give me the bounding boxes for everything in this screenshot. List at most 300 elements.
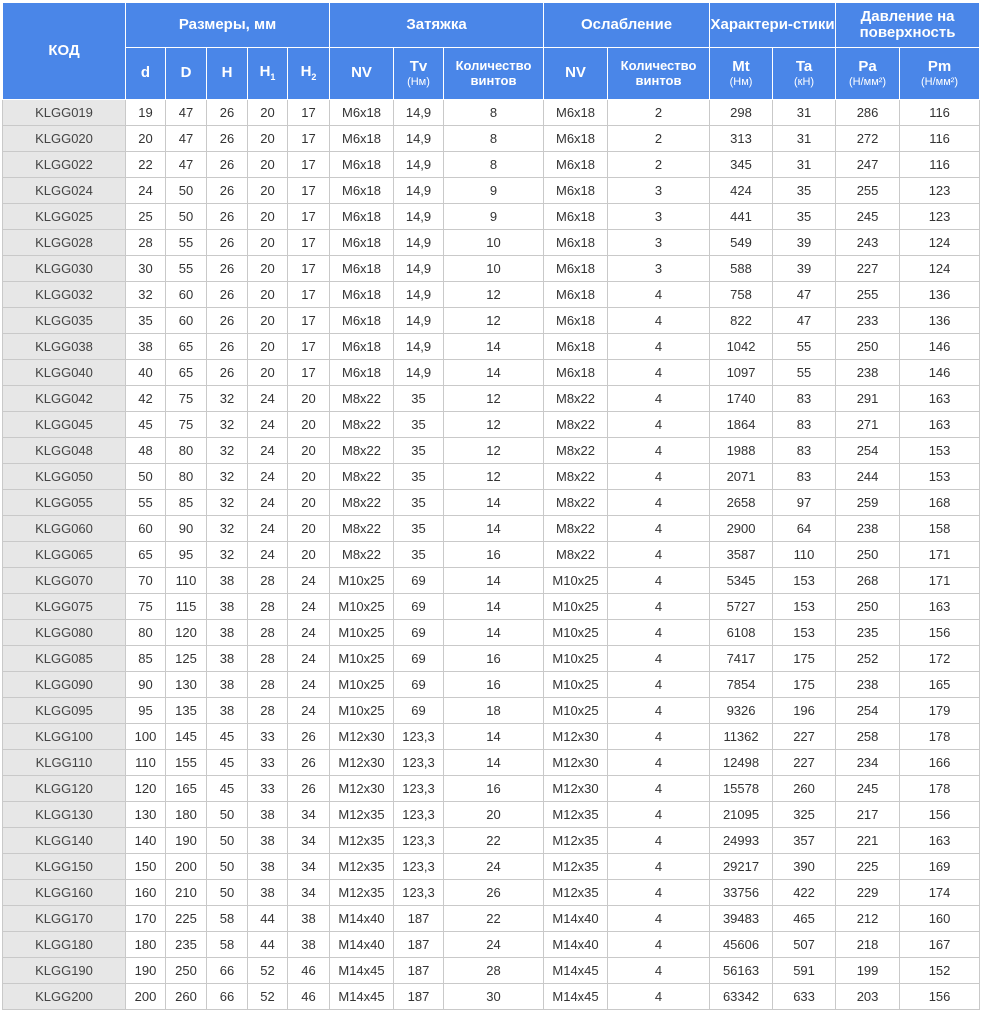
cell-screws-tightening: 22 xyxy=(444,906,544,932)
cell-H: 45 xyxy=(207,724,248,750)
cell-mt: 424 xyxy=(710,178,773,204)
cell-H2: 17 xyxy=(288,100,330,126)
cell-nv-tightening: M10x25 xyxy=(330,594,394,620)
cell-H2: 24 xyxy=(288,672,330,698)
cell-tv: 14,9 xyxy=(394,282,444,308)
cell-H: 50 xyxy=(207,828,248,854)
cell-ta: 153 xyxy=(773,620,836,646)
cell-pm: 146 xyxy=(900,360,980,386)
cell-code: KLGG028 xyxy=(3,230,126,256)
cell-pm: 153 xyxy=(900,438,980,464)
cell-D: 80 xyxy=(166,438,207,464)
cell-nv-tightening: M8x22 xyxy=(330,542,394,568)
cell-D: 115 xyxy=(166,594,207,620)
cell-code: KLGG160 xyxy=(3,880,126,906)
cell-H2: 20 xyxy=(288,516,330,542)
cell-nv-loosening: M12x30 xyxy=(544,724,608,750)
cell-d: 95 xyxy=(126,698,166,724)
col-d: d xyxy=(126,48,166,100)
cell-pm: 123 xyxy=(900,204,980,230)
cell-H2: 17 xyxy=(288,152,330,178)
cell-H2: 17 xyxy=(288,360,330,386)
cell-screws-tightening: 14 xyxy=(444,360,544,386)
cell-screws-tightening: 12 xyxy=(444,464,544,490)
cell-code: KLGG055 xyxy=(3,490,126,516)
cell-nv-tightening: M8x22 xyxy=(330,438,394,464)
cell-H: 58 xyxy=(207,932,248,958)
table-row xyxy=(3,334,980,360)
cell-nv-tightening: M12x35 xyxy=(330,828,394,854)
cell-H2: 17 xyxy=(288,178,330,204)
cell-H: 26 xyxy=(207,204,248,230)
cell-ta: 196 xyxy=(773,698,836,724)
table-row xyxy=(3,854,980,880)
cell-screws-tightening: 14 xyxy=(444,750,544,776)
cell-D: 65 xyxy=(166,360,207,386)
cell-D: 50 xyxy=(166,204,207,230)
cell-D: 90 xyxy=(166,516,207,542)
cell-pm: 167 xyxy=(900,932,980,958)
cell-pa: 247 xyxy=(836,152,900,178)
cell-pa: 250 xyxy=(836,594,900,620)
cell-D: 60 xyxy=(166,308,207,334)
cell-H: 58 xyxy=(207,906,248,932)
cell-pm: 124 xyxy=(900,256,980,282)
cell-screws-tightening: 16 xyxy=(444,776,544,802)
cell-pm: 116 xyxy=(900,152,980,178)
cell-D: 75 xyxy=(166,386,207,412)
cell-d: 38 xyxy=(126,334,166,360)
cell-screws-loosening: 2 xyxy=(608,152,710,178)
col-H2: $H_2$ xyxy=(288,48,330,100)
cell-H2: 17 xyxy=(288,126,330,152)
cell-H: 26 xyxy=(207,360,248,386)
col-screws-tightening: Количество винтов xyxy=(444,48,544,100)
cell-nv-tightening: M6x18 xyxy=(330,282,394,308)
cell-D: 225 xyxy=(166,906,207,932)
cell-d: 35 xyxy=(126,308,166,334)
cell-nv-loosening: M6x18 xyxy=(544,230,608,256)
cell-D: 125 xyxy=(166,646,207,672)
col-tv: Tv (Нм) xyxy=(394,48,444,100)
cell-screws-tightening: 10 xyxy=(444,230,544,256)
cell-screws-tightening: 28 xyxy=(444,958,544,984)
cell-screws-tightening: 9 xyxy=(444,204,544,230)
cell-ta: 227 xyxy=(773,724,836,750)
cell-screws-tightening: 16 xyxy=(444,672,544,698)
cell-tv: 14,9 xyxy=(394,360,444,386)
cell-H1: 20 xyxy=(248,334,288,360)
cell-ta: 64 xyxy=(773,516,836,542)
cell-pm: 158 xyxy=(900,516,980,542)
table-row xyxy=(3,412,980,438)
cell-ta: 83 xyxy=(773,386,836,412)
cell-H2: 34 xyxy=(288,880,330,906)
cell-nv-loosening: M8x22 xyxy=(544,490,608,516)
cell-mt: 24993 xyxy=(710,828,773,854)
cell-code: KLGG035 xyxy=(3,308,126,334)
cell-H2: 46 xyxy=(288,984,330,1010)
cell-tv: 123,3 xyxy=(394,750,444,776)
cell-screws-loosening: 4 xyxy=(608,594,710,620)
cell-H1: 20 xyxy=(248,256,288,282)
cell-code: KLGG170 xyxy=(3,906,126,932)
col-pm: Pm (Н/мм²) xyxy=(900,48,980,100)
cell-tv: 123,3 xyxy=(394,880,444,906)
cell-H1: 24 xyxy=(248,516,288,542)
cell-ta: 35 xyxy=(773,204,836,230)
col-H1: $H_1$ xyxy=(248,48,288,100)
cell-nv-tightening: M14x45 xyxy=(330,958,394,984)
table-row xyxy=(3,204,980,230)
table-row xyxy=(3,672,980,698)
cell-ta: 153 xyxy=(773,594,836,620)
cell-H2: 34 xyxy=(288,828,330,854)
cell-code: KLGG180 xyxy=(3,932,126,958)
cell-H1: 24 xyxy=(248,464,288,490)
cell-screws-tightening: 26 xyxy=(444,880,544,906)
cell-tv: 14,9 xyxy=(394,152,444,178)
cell-H: 26 xyxy=(207,126,248,152)
cell-screws-loosening: 4 xyxy=(608,516,710,542)
cell-d: 70 xyxy=(126,568,166,594)
cell-pa: 238 xyxy=(836,360,900,386)
cell-H2: 17 xyxy=(288,230,330,256)
cell-mt: 39483 xyxy=(710,906,773,932)
cell-mt: 1988 xyxy=(710,438,773,464)
cell-H: 66 xyxy=(207,958,248,984)
cell-H1: 38 xyxy=(248,828,288,854)
cell-D: 190 xyxy=(166,828,207,854)
col-mt: Mt (Нм) xyxy=(710,48,773,100)
cell-H1: 28 xyxy=(248,672,288,698)
cell-nv-loosening: M10x25 xyxy=(544,594,608,620)
cell-screws-loosening: 4 xyxy=(608,906,710,932)
cell-H: 38 xyxy=(207,594,248,620)
cell-nv-loosening: M6x18 xyxy=(544,308,608,334)
cell-tv: 14,9 xyxy=(394,230,444,256)
table-row xyxy=(3,828,980,854)
cell-mt: 549 xyxy=(710,230,773,256)
cell-d: 28 xyxy=(126,230,166,256)
table-row xyxy=(3,152,980,178)
cell-d: 42 xyxy=(126,386,166,412)
cell-ta: 39 xyxy=(773,230,836,256)
cell-pa: 229 xyxy=(836,880,900,906)
cell-screws-loosening: 4 xyxy=(608,724,710,750)
cell-screws-loosening: 4 xyxy=(608,282,710,308)
cell-H: 26 xyxy=(207,334,248,360)
cell-mt: 7854 xyxy=(710,672,773,698)
cell-pm: 152 xyxy=(900,958,980,984)
cell-H1: 20 xyxy=(248,100,288,126)
cell-nv-loosening: M6x18 xyxy=(544,334,608,360)
cell-tv: 123,3 xyxy=(394,776,444,802)
cell-tv: 187 xyxy=(394,906,444,932)
cell-ta: 175 xyxy=(773,672,836,698)
cell-nv-loosening: M6x18 xyxy=(544,152,608,178)
table-row xyxy=(3,724,980,750)
cell-H1: 20 xyxy=(248,204,288,230)
cell-code: KLGG019 xyxy=(3,100,126,126)
table-row xyxy=(3,932,980,958)
table-row xyxy=(3,438,980,464)
cell-code: KLGG070 xyxy=(3,568,126,594)
cell-mt: 21095 xyxy=(710,802,773,828)
cell-H2: 20 xyxy=(288,438,330,464)
cell-tv: 69 xyxy=(394,646,444,672)
cell-screws-loosening: 4 xyxy=(608,438,710,464)
cell-screws-tightening: 12 xyxy=(444,308,544,334)
cell-d: 85 xyxy=(126,646,166,672)
cell-screws-loosening: 4 xyxy=(608,880,710,906)
cell-mt: 56163 xyxy=(710,958,773,984)
cell-H1: 33 xyxy=(248,776,288,802)
cell-mt: 12498 xyxy=(710,750,773,776)
cell-pa: 217 xyxy=(836,802,900,828)
table-row xyxy=(3,750,980,776)
cell-tv: 14,9 xyxy=(394,334,444,360)
cell-ta: 55 xyxy=(773,360,836,386)
cell-screws-loosening: 4 xyxy=(608,854,710,880)
cell-H1: 24 xyxy=(248,542,288,568)
cell-nv-tightening: M10x25 xyxy=(330,568,394,594)
cell-code: KLGG080 xyxy=(3,620,126,646)
cell-H: 66 xyxy=(207,984,248,1010)
table-row xyxy=(3,958,980,984)
cell-screws-loosening: 4 xyxy=(608,620,710,646)
cell-mt: 441 xyxy=(710,204,773,230)
cell-ta: 633 xyxy=(773,984,836,1010)
cell-ta: 357 xyxy=(773,828,836,854)
cell-d: 190 xyxy=(126,958,166,984)
cell-mt: 588 xyxy=(710,256,773,282)
cell-nv-tightening: M12x35 xyxy=(330,880,394,906)
header-row-groups xyxy=(3,3,980,48)
cell-d: 45 xyxy=(126,412,166,438)
cell-ta: 83 xyxy=(773,438,836,464)
cell-d: 200 xyxy=(126,984,166,1010)
cell-d: 100 xyxy=(126,724,166,750)
cell-screws-tightening: 22 xyxy=(444,828,544,854)
cell-tv: 14,9 xyxy=(394,256,444,282)
cell-pm: 136 xyxy=(900,282,980,308)
cell-nv-tightening: M12x35 xyxy=(330,802,394,828)
cell-H2: 20 xyxy=(288,386,330,412)
cell-nv-loosening: M10x25 xyxy=(544,672,608,698)
cell-mt: 313 xyxy=(710,126,773,152)
cell-tv: 14,9 xyxy=(394,308,444,334)
cell-pa: 238 xyxy=(836,672,900,698)
cell-pm: 156 xyxy=(900,620,980,646)
cell-code: KLGG095 xyxy=(3,698,126,724)
cell-H: 38 xyxy=(207,698,248,724)
cell-code: KLGG090 xyxy=(3,672,126,698)
cell-code: KLGG024 xyxy=(3,178,126,204)
cell-H1: 28 xyxy=(248,620,288,646)
cell-d: 150 xyxy=(126,854,166,880)
cell-d: 20 xyxy=(126,126,166,152)
cell-screws-loosening: 4 xyxy=(608,750,710,776)
cell-ta: 175 xyxy=(773,646,836,672)
cell-pm: 156 xyxy=(900,802,980,828)
cell-H1: 20 xyxy=(248,230,288,256)
cell-d: 90 xyxy=(126,672,166,698)
cell-mt: 45606 xyxy=(710,932,773,958)
cell-nv-tightening: M10x25 xyxy=(330,698,394,724)
spec-table xyxy=(2,2,980,1010)
cell-code: KLGG130 xyxy=(3,802,126,828)
table-row xyxy=(3,230,980,256)
cell-H1: 33 xyxy=(248,750,288,776)
cell-code: KLGG045 xyxy=(3,412,126,438)
cell-code: KLGG050 xyxy=(3,464,126,490)
cell-screws-tightening: 18 xyxy=(444,698,544,724)
cell-nv-tightening: M6x18 xyxy=(330,256,394,282)
cell-nv-loosening: M14x40 xyxy=(544,932,608,958)
cell-pm: 153 xyxy=(900,464,980,490)
cell-pm: 146 xyxy=(900,334,980,360)
cell-code: KLGG022 xyxy=(3,152,126,178)
cell-code: KLGG100 xyxy=(3,724,126,750)
cell-H1: 20 xyxy=(248,308,288,334)
cell-code: KLGG190 xyxy=(3,958,126,984)
cell-nv-loosening: M6x18 xyxy=(544,178,608,204)
cell-H1: 24 xyxy=(248,386,288,412)
cell-code: KLGG200 xyxy=(3,984,126,1010)
cell-nv-tightening: M6x18 xyxy=(330,126,394,152)
cell-pa: 244 xyxy=(836,464,900,490)
cell-nv-tightening: M6x18 xyxy=(330,178,394,204)
cell-nv-tightening: M14x40 xyxy=(330,932,394,958)
cell-H: 50 xyxy=(207,854,248,880)
cell-H2: 38 xyxy=(288,932,330,958)
cell-ta: 390 xyxy=(773,854,836,880)
cell-ta: 591 xyxy=(773,958,836,984)
cell-nv-tightening: M6x18 xyxy=(330,204,394,230)
cell-screws-tightening: 8 xyxy=(444,126,544,152)
cell-pa: 271 xyxy=(836,412,900,438)
cell-ta: 83 xyxy=(773,412,836,438)
table-row xyxy=(3,880,980,906)
cell-screws-tightening: 8 xyxy=(444,100,544,126)
cell-mt: 6108 xyxy=(710,620,773,646)
cell-pm: 166 xyxy=(900,750,980,776)
cell-nv-tightening: M6x18 xyxy=(330,100,394,126)
cell-code: KLGG025 xyxy=(3,204,126,230)
cell-screws-loosening: 3 xyxy=(608,178,710,204)
cell-nv-loosening: M12x30 xyxy=(544,776,608,802)
cell-code: KLGG040 xyxy=(3,360,126,386)
cell-d: 48 xyxy=(126,438,166,464)
cell-nv-tightening: M12x30 xyxy=(330,750,394,776)
table-row xyxy=(3,178,980,204)
cell-screws-loosening: 4 xyxy=(608,932,710,958)
cell-D: 130 xyxy=(166,672,207,698)
cell-nv-tightening: M8x22 xyxy=(330,464,394,490)
cell-d: 24 xyxy=(126,178,166,204)
cell-pm: 178 xyxy=(900,724,980,750)
cell-H1: 24 xyxy=(248,490,288,516)
cell-D: 55 xyxy=(166,230,207,256)
cell-pm: 136 xyxy=(900,308,980,334)
cell-D: 65 xyxy=(166,334,207,360)
cell-D: 50 xyxy=(166,178,207,204)
cell-pm: 169 xyxy=(900,854,980,880)
cell-screws-tightening: 12 xyxy=(444,438,544,464)
cell-tv: 14,9 xyxy=(394,204,444,230)
cell-H2: 24 xyxy=(288,568,330,594)
cell-ta: 260 xyxy=(773,776,836,802)
table-row xyxy=(3,802,980,828)
cell-pm: 116 xyxy=(900,100,980,126)
cell-H1: 52 xyxy=(248,958,288,984)
cell-mt: 33756 xyxy=(710,880,773,906)
cell-screws-tightening: 10 xyxy=(444,256,544,282)
table-row xyxy=(3,698,980,724)
cell-D: 85 xyxy=(166,490,207,516)
cell-pa: 255 xyxy=(836,178,900,204)
cell-H: 32 xyxy=(207,464,248,490)
cell-ta: 507 xyxy=(773,932,836,958)
cell-pm: 172 xyxy=(900,646,980,672)
cell-pa: 227 xyxy=(836,256,900,282)
cell-H: 26 xyxy=(207,178,248,204)
cell-pa: 286 xyxy=(836,100,900,126)
cell-H2: 26 xyxy=(288,750,330,776)
cell-D: 145 xyxy=(166,724,207,750)
cell-nv-tightening: M6x18 xyxy=(330,308,394,334)
cell-H1: 38 xyxy=(248,880,288,906)
cell-H: 38 xyxy=(207,672,248,698)
cell-nv-loosening: M6x18 xyxy=(544,100,608,126)
col-nv-tightening: NV xyxy=(330,48,394,100)
cell-pa: 258 xyxy=(836,724,900,750)
cell-D: 47 xyxy=(166,126,207,152)
table-row xyxy=(3,776,980,802)
cell-d: 120 xyxy=(126,776,166,802)
cell-nv-loosening: M12x30 xyxy=(544,750,608,776)
cell-screws-loosening: 4 xyxy=(608,360,710,386)
cell-d: 60 xyxy=(126,516,166,542)
cell-code: KLGG150 xyxy=(3,854,126,880)
cell-H2: 24 xyxy=(288,620,330,646)
cell-nv-tightening: M6x18 xyxy=(330,334,394,360)
cell-nv-tightening: M8x22 xyxy=(330,516,394,542)
cell-nv-loosening: M14x40 xyxy=(544,906,608,932)
cell-nv-tightening: M12x30 xyxy=(330,724,394,750)
cell-pm: 160 xyxy=(900,906,980,932)
cell-H: 50 xyxy=(207,880,248,906)
cell-code: KLGG060 xyxy=(3,516,126,542)
cell-mt: 9326 xyxy=(710,698,773,724)
cell-nv-tightening: M8x22 xyxy=(330,412,394,438)
table-row xyxy=(3,490,980,516)
cell-tv: 123,3 xyxy=(394,724,444,750)
cell-nv-tightening: M6x18 xyxy=(330,360,394,386)
cell-screws-loosening: 4 xyxy=(608,490,710,516)
cell-tv: 187 xyxy=(394,932,444,958)
cell-nv-loosening: M10x25 xyxy=(544,568,608,594)
cell-screws-loosening: 3 xyxy=(608,230,710,256)
cell-pm: 123 xyxy=(900,178,980,204)
cell-H2: 20 xyxy=(288,542,330,568)
cell-screws-loosening: 3 xyxy=(608,256,710,282)
table-row xyxy=(3,984,980,1010)
cell-d: 180 xyxy=(126,932,166,958)
cell-D: 180 xyxy=(166,802,207,828)
cell-screws-loosening: 4 xyxy=(608,984,710,1010)
